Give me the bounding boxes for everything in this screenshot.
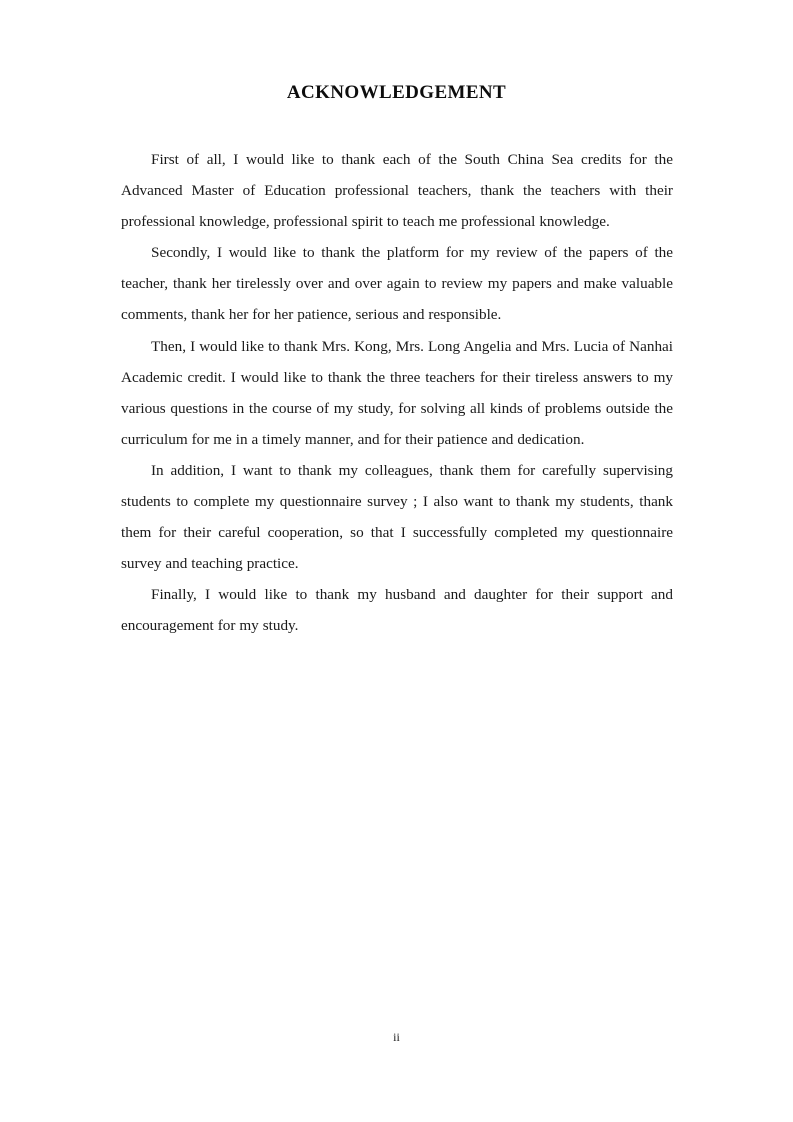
paragraph-then: Then, I would like to thank Mrs. Kong, Mrs. Long Angelia and Mrs. Lucia of Nanhai Academic credit. I would like to thank the three teachers for their tireless answers to my various questions in the course of my study, for solving all kinds of problems outside the curriculum for me in a timely manner, and for their patience and dedication. [121,337,673,448]
paragraph-in-addition: In addition, I want to thank my colleagues, thank them for carefully supervising students to complete my questionnaire survey ; I also want to thank my students, thank them for their careful cooperation, so that I successfully completed my questionnaire survey and teaching practice. [121,461,673,573]
paragraph-secondly: Secondly, I would like to thank the platform for my review of the papers of the teacher, thank her tirelessly over and over again to review my papers and make valuable comments, thank her for her patience, serious and responsible. [121,244,673,324]
page-number: ii [393,1030,400,1044]
paragraph-first-of-all: First of all, I would like to thank each of the South China Sea credits for the Advanced Master of Education professional teachers, thank the teachers with their professional knowledge, professional spirit to teach me professional knowledge. [121,151,673,231]
document-body [121,144,673,642]
page-title: ACKNOWLEDGEMENT [286,82,507,103]
paragraph-finally: Finally, I would like to thank my husband and daughter for their support and encouragement for my study. [121,586,673,635]
